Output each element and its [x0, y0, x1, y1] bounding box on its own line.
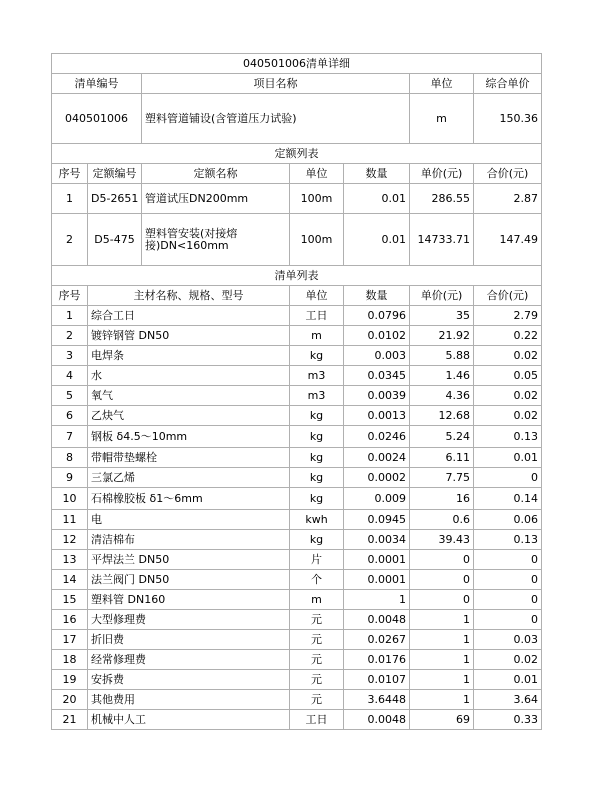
material-header-total: 合价(元) [474, 286, 542, 306]
material-list [52, 306, 542, 730]
material-name: 法兰阀门 DN50 [88, 570, 290, 590]
item-unit: m [410, 94, 474, 144]
material-row [52, 510, 542, 530]
material-row [52, 366, 542, 386]
material-row [52, 550, 542, 570]
material-unit: m [290, 590, 344, 610]
material-price: 1.46 [410, 366, 474, 386]
material-unit: 元 [290, 690, 344, 710]
material-qty: 1 [344, 590, 410, 610]
material-name: 机械中人工 [88, 710, 290, 730]
material-row [52, 468, 542, 488]
material-name: 塑料管 DN160 [88, 590, 290, 610]
item-name: 塑料管道铺设(含管道压力试验) [142, 94, 410, 144]
material-qty: 0.0002 [344, 468, 410, 488]
material-row [52, 610, 542, 630]
material-unit: 元 [290, 670, 344, 690]
material-qty: 0.0034 [344, 530, 410, 550]
quota-header-code: 定额编号 [88, 164, 142, 184]
material-seq: 10 [52, 488, 88, 510]
material-qty: 3.6448 [344, 690, 410, 710]
material-unit: kg [290, 346, 344, 366]
material-header-seq: 序号 [52, 286, 88, 306]
material-name: 经常修理费 [88, 650, 290, 670]
material-qty: 0.0039 [344, 386, 410, 406]
material-unit: 个 [290, 570, 344, 590]
quota-row [52, 184, 542, 214]
quota-price: 14733.71 [410, 214, 474, 266]
material-qty: 0.0246 [344, 426, 410, 448]
quota-code: D5-2651 [88, 184, 142, 214]
material-qty: 0.0102 [344, 326, 410, 346]
material-row [52, 650, 542, 670]
header-code: 清单编号 [52, 74, 142, 94]
material-unit: kg [290, 488, 344, 510]
material-name: 综合工日 [88, 306, 290, 326]
material-row [52, 306, 542, 326]
quota-header-qty: 数量 [344, 164, 410, 184]
sheet-title: 040501006清单详细 [52, 54, 542, 74]
quota-header-price: 单价(元) [410, 164, 474, 184]
material-seq: 7 [52, 426, 88, 448]
material-name: 镀锌钢管 DN50 [88, 326, 290, 346]
material-price: 5.24 [410, 426, 474, 448]
quota-code: D5-475 [88, 214, 142, 266]
material-seq: 18 [52, 650, 88, 670]
material-qty: 0.0048 [344, 610, 410, 630]
item-code: 040501006 [52, 94, 142, 144]
material-name: 乙炔气 [88, 406, 290, 426]
material-price: 21.92 [410, 326, 474, 346]
material-price: 1 [410, 610, 474, 630]
material-header-row [52, 286, 542, 306]
bill-detail-table [51, 53, 542, 730]
material-price: 4.36 [410, 386, 474, 406]
material-name: 平焊法兰 DN50 [88, 550, 290, 570]
material-header-name: 主材名称、规格、型号 [88, 286, 290, 306]
material-price: 16 [410, 488, 474, 510]
material-total: 0 [474, 468, 542, 488]
quota-row [52, 214, 542, 266]
material-unit: 工日 [290, 710, 344, 730]
material-total: 2.79 [474, 306, 542, 326]
material-row [52, 710, 542, 730]
material-qty: 0.0345 [344, 366, 410, 386]
material-unit: m3 [290, 386, 344, 406]
quota-seq: 2 [52, 214, 88, 266]
material-row [52, 448, 542, 468]
material-seq: 2 [52, 326, 88, 346]
material-name: 大型修理费 [88, 610, 290, 630]
material-total: 3.64 [474, 690, 542, 710]
material-name: 安拆费 [88, 670, 290, 690]
material-qty: 0.0945 [344, 510, 410, 530]
quota-seq: 1 [52, 184, 88, 214]
material-total: 0 [474, 570, 542, 590]
material-qty: 0.0796 [344, 306, 410, 326]
material-price: 1 [410, 650, 474, 670]
header-price: 综合单价 [474, 74, 542, 94]
material-row [52, 690, 542, 710]
material-row [52, 488, 542, 510]
material-total: 0.13 [474, 530, 542, 550]
material-seq: 1 [52, 306, 88, 326]
material-seq: 14 [52, 570, 88, 590]
material-section-row [52, 266, 542, 286]
material-total: 0.01 [474, 448, 542, 468]
material-seq: 3 [52, 346, 88, 366]
material-name: 石棉橡胶板 δ1～6mm [88, 488, 290, 510]
material-unit: 片 [290, 550, 344, 570]
quota-name: 塑料管安装(对接熔接)DN<160mm [142, 214, 290, 266]
material-header-qty: 数量 [344, 286, 410, 306]
material-total: 0.05 [474, 366, 542, 386]
material-section-title: 清单列表 [52, 266, 542, 286]
material-unit: kwh [290, 510, 344, 530]
material-row [52, 530, 542, 550]
material-total: 0.22 [474, 326, 542, 346]
material-total: 0.33 [474, 710, 542, 730]
material-row [52, 406, 542, 426]
material-name: 三氯乙烯 [88, 468, 290, 488]
material-total: 0 [474, 590, 542, 610]
material-seq: 8 [52, 448, 88, 468]
material-name: 折旧费 [88, 630, 290, 650]
material-seq: 15 [52, 590, 88, 610]
material-unit: 元 [290, 630, 344, 650]
material-qty: 0.003 [344, 346, 410, 366]
material-seq: 5 [52, 386, 88, 406]
material-name: 其他费用 [88, 690, 290, 710]
quota-header-total: 合价(元) [474, 164, 542, 184]
material-name: 电 [88, 510, 290, 530]
quota-section-row [52, 144, 542, 164]
item-price: 150.36 [474, 94, 542, 144]
material-seq: 13 [52, 550, 88, 570]
material-price: 1 [410, 690, 474, 710]
quota-unit: 100m [290, 184, 344, 214]
quota-header-unit: 单位 [290, 164, 344, 184]
material-price: 1 [410, 630, 474, 650]
material-total: 0 [474, 610, 542, 630]
material-price: 69 [410, 710, 474, 730]
material-price: 35 [410, 306, 474, 326]
material-total: 0.13 [474, 426, 542, 448]
material-seq: 11 [52, 510, 88, 530]
material-seq: 16 [52, 610, 88, 630]
material-price: 39.43 [410, 530, 474, 550]
quota-total: 147.49 [474, 214, 542, 266]
material-unit: m3 [290, 366, 344, 386]
quota-qty: 0.01 [344, 214, 410, 266]
quota-section-title: 定额列表 [52, 144, 542, 164]
material-name: 氧气 [88, 386, 290, 406]
material-qty: 0.0107 [344, 670, 410, 690]
item-header-row [52, 74, 542, 94]
quota-header-name: 定额名称 [142, 164, 290, 184]
material-seq: 6 [52, 406, 88, 426]
material-name: 清洁棉布 [88, 530, 290, 550]
material-seq: 21 [52, 710, 88, 730]
material-total: 0.02 [474, 346, 542, 366]
material-header-price: 单价(元) [410, 286, 474, 306]
material-unit: kg [290, 530, 344, 550]
quota-header-seq: 序号 [52, 164, 88, 184]
material-seq: 17 [52, 630, 88, 650]
material-row [52, 346, 542, 366]
material-header-unit: 单位 [290, 286, 344, 306]
quota-name: 管道试压DN200mm [142, 184, 290, 214]
material-name: 带帽带垫螺栓 [88, 448, 290, 468]
material-seq: 20 [52, 690, 88, 710]
material-total: 0.02 [474, 406, 542, 426]
material-qty: 0.0013 [344, 406, 410, 426]
title-row [52, 54, 542, 74]
material-unit: kg [290, 426, 344, 448]
material-name: 水 [88, 366, 290, 386]
material-seq: 9 [52, 468, 88, 488]
material-total: 0.01 [474, 670, 542, 690]
material-name: 钢板 δ4.5～10mm [88, 426, 290, 448]
material-qty: 0.0001 [344, 550, 410, 570]
material-price: 0.6 [410, 510, 474, 530]
material-seq: 19 [52, 670, 88, 690]
header-name: 项目名称 [142, 74, 410, 94]
header-unit: 单位 [410, 74, 474, 94]
material-total: 0.02 [474, 386, 542, 406]
material-row [52, 326, 542, 346]
material-qty: 0.0176 [344, 650, 410, 670]
material-price: 7.75 [410, 468, 474, 488]
material-qty: 0.0024 [344, 448, 410, 468]
material-price: 6.11 [410, 448, 474, 468]
material-price: 12.68 [410, 406, 474, 426]
material-total: 0.14 [474, 488, 542, 510]
quota-unit: 100m [290, 214, 344, 266]
material-row [52, 570, 542, 590]
material-price: 1 [410, 670, 474, 690]
material-total: 0.02 [474, 650, 542, 670]
material-seq: 4 [52, 366, 88, 386]
material-price: 0 [410, 590, 474, 610]
material-unit: 元 [290, 610, 344, 630]
material-unit: kg [290, 468, 344, 488]
material-total: 0.03 [474, 630, 542, 650]
item-row [52, 94, 542, 144]
material-price: 0 [410, 550, 474, 570]
material-row [52, 426, 542, 448]
material-unit: 元 [290, 650, 344, 670]
material-unit: 工日 [290, 306, 344, 326]
quota-header-row [52, 164, 542, 184]
quota-price: 286.55 [410, 184, 474, 214]
material-price: 0 [410, 570, 474, 590]
material-unit: kg [290, 448, 344, 468]
material-price: 5.88 [410, 346, 474, 366]
material-row [52, 630, 542, 650]
material-row [52, 670, 542, 690]
material-qty: 0.009 [344, 488, 410, 510]
material-total: 0.06 [474, 510, 542, 530]
material-name: 电焊条 [88, 346, 290, 366]
material-qty: 0.0001 [344, 570, 410, 590]
material-qty: 0.0267 [344, 630, 410, 650]
quota-total: 2.87 [474, 184, 542, 214]
material-unit: m [290, 326, 344, 346]
quota-qty: 0.01 [344, 184, 410, 214]
material-row [52, 386, 542, 406]
material-unit: kg [290, 406, 344, 426]
material-seq: 12 [52, 530, 88, 550]
material-row [52, 590, 542, 610]
material-total: 0 [474, 550, 542, 570]
material-qty: 0.0048 [344, 710, 410, 730]
